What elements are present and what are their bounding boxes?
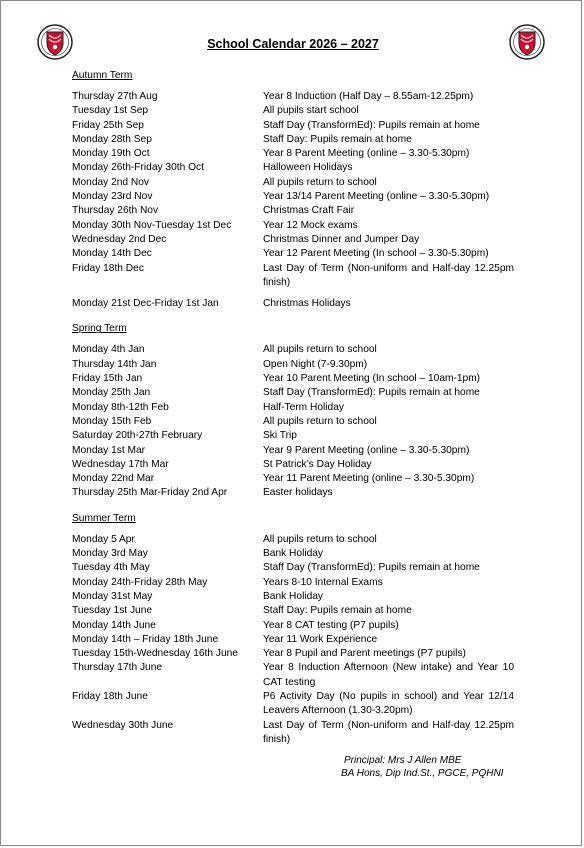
term-heading: Summer Term — [72, 512, 136, 524]
event-date: Monday 3rd May — [72, 548, 148, 560]
principal-name: Principal: Mrs J Allen MBE — [344, 755, 462, 766]
calendar-row — [72, 647, 516, 661]
event-description: St Patrick’s Day Holiday — [263, 458, 372, 470]
event-description: Year 8 Pupil and Parent meetings (P7 pupils) — [263, 648, 466, 660]
event-description: Last Day of Term (Non-uniform and Half-day 12.25pm finish) — [263, 262, 514, 288]
term-heading: Spring Term — [72, 323, 127, 335]
event-date: Monday 5 Apr — [72, 533, 135, 545]
calendar-row — [72, 576, 516, 590]
event-description: Year 12 Parent Meeting (In school – 3.30-5.30pm) — [263, 248, 489, 260]
calendar-row — [72, 176, 516, 190]
event-date: Saturday 20th-27th February — [72, 430, 203, 442]
calendar-row — [72, 247, 516, 261]
calendar-content — [72, 68, 516, 754]
event-date: Thursday 17th June — [72, 662, 163, 674]
event-description: Years 8-10 Internal Exams — [263, 576, 383, 588]
event-date: Monday 2nd Nov — [72, 176, 150, 188]
event-description: Year 12 Mock exams — [263, 219, 358, 231]
event-description: Year 13/14 Parent Meeting (online – 3.30-5.30pm) — [263, 191, 490, 203]
event-description: Last Day of Term (Non-uniform and Half-day 12.25pm finish) — [263, 719, 514, 745]
event-date: Friday 18th June — [72, 690, 148, 702]
calendar-row — [72, 401, 516, 415]
event-date: Monday 8th-12th Feb — [72, 401, 169, 413]
principal-signature — [341, 754, 503, 780]
event-description: Staff Day (TransformEd): Pupils remain at home — [263, 387, 480, 399]
calendar-row — [72, 161, 516, 175]
event-description: P6 Activity Day (No pupils in school) and Year 12/14 Leavers Afternoon (1.30-3.20pm) — [263, 690, 514, 717]
school-crest-icon — [509, 23, 545, 63]
calendar-row — [72, 386, 516, 400]
event-date: Friday 15th Jan — [72, 373, 143, 385]
event-date: Monday 21st Dec-Friday 1st Jan — [72, 298, 219, 310]
event-date: Monday 31st May — [72, 590, 153, 602]
calendar-row — [72, 297, 516, 311]
event-description: Christmas Dinner and Jumper Day — [263, 233, 420, 245]
event-date: Monday 22nd Mar — [72, 473, 155, 485]
calendar-row — [72, 372, 516, 386]
event-description: Year 11 Parent Meeting (online – 3.30-5.30pm) — [263, 473, 475, 485]
event-description: All pupils return to school — [263, 415, 377, 427]
calendar-row — [72, 104, 516, 118]
calendar-row — [72, 343, 516, 357]
event-description: All pupils start school — [263, 105, 359, 117]
calendar-row — [72, 147, 516, 161]
calendar-row — [72, 262, 516, 291]
event-description: Staff Day (TransformEd): Pupils remain at home — [263, 119, 480, 131]
event-date: Monday 26th-Friday 30th Oct — [72, 162, 204, 174]
event-description: Halloween Holidays — [263, 162, 353, 174]
event-date: Thursday 26th Nov — [72, 205, 159, 217]
event-date: Monday 14th June — [72, 619, 156, 631]
calendar-row — [72, 590, 516, 604]
event-date: Thursday 14th Jan — [72, 358, 157, 370]
term-heading: Autumn Term — [72, 70, 133, 81]
event-date: Friday 25th Sep — [72, 119, 144, 131]
calendar-row — [72, 561, 516, 575]
event-description: Year 8 Parent Meeting (online – 3.30-5.30pm) — [263, 148, 470, 160]
event-date: Monday 19th Oct — [72, 148, 150, 160]
event-description: Year 8 Induction Afternoon (New intake) and Year 10 CAT testing — [263, 662, 514, 688]
event-date: Tuesday 15th-Wednesday 16th June — [72, 648, 238, 660]
event-date: Tuesday 1st Sep — [72, 105, 149, 117]
event-date: Monday 14th Dec — [72, 248, 152, 260]
event-date: Monday 15th Feb — [72, 415, 152, 427]
event-date: Thursday 25th Mar-Friday 2nd Apr — [72, 487, 228, 499]
event-date: Tuesday 1st June — [72, 605, 153, 617]
event-date: Monday 24th-Friday 28th May — [72, 576, 208, 588]
event-description: Ski Trip — [263, 430, 297, 442]
calendar-row — [72, 690, 516, 719]
event-date: Monday 4th Jan — [72, 344, 145, 356]
event-date: Monday 14th – Friday 18th June — [72, 633, 219, 645]
calendar-row — [72, 533, 516, 547]
calendar-row — [72, 719, 516, 748]
calendar-row — [72, 119, 516, 133]
calendar-row — [72, 90, 516, 104]
calendar-row — [72, 233, 516, 247]
calendar-row — [72, 486, 516, 500]
event-date: Monday 25th Jan — [72, 387, 151, 399]
calendar-row — [72, 190, 516, 204]
event-date: Monday 30th Nov-Tuesday 1st Dec — [72, 219, 232, 231]
calendar-row — [72, 633, 516, 647]
calendar-row — [72, 219, 516, 233]
event-date: Wednesday 17th Mar — [72, 458, 169, 470]
calendar-row — [72, 604, 516, 618]
event-description: Year 10 Parent Meeting (In school – 10am-1pm) — [263, 373, 481, 385]
event-date: Wednesday 30th June — [72, 719, 174, 731]
event-description: Half-Term Holiday — [263, 401, 344, 413]
event-description: Year 8 CAT testing (P7 pupils) — [263, 619, 399, 631]
calendar-row — [72, 444, 516, 458]
calendar-row — [72, 661, 516, 690]
event-date: Monday 23rd Nov — [72, 191, 153, 203]
event-description: Staff Day: Pupils remain at home — [263, 133, 412, 145]
event-description: Open Night (7-9.30pm) — [263, 358, 368, 370]
event-description: All pupils return to school — [263, 533, 377, 545]
event-description: Year 11 Work Experience — [263, 633, 378, 645]
event-description: All pupils return to school — [263, 344, 377, 356]
event-date: Wednesday 2nd Dec — [72, 233, 167, 245]
event-date: Monday 1st Mar — [72, 444, 146, 456]
event-description: Christmas Craft Fair — [263, 205, 355, 217]
calendar-row — [72, 204, 516, 218]
event-description: Staff Day: Pupils remain at home — [263, 605, 412, 617]
calendar-row — [72, 429, 516, 443]
event-description: Bank Holiday — [263, 548, 324, 560]
event-description: Staff Day (TransformEd): Pupils remain at home — [263, 562, 480, 574]
event-date: Monday 28th Sep — [72, 133, 152, 145]
event-date: Thursday 27th Aug — [72, 91, 158, 102]
event-description: Easter holidays — [263, 487, 333, 499]
calendar-row — [72, 358, 516, 372]
event-date: Tuesday 4th May — [72, 562, 150, 574]
calendar-row — [72, 547, 516, 561]
calendar-row — [72, 619, 516, 633]
calendar-row — [72, 472, 516, 486]
event-description: Christmas Holidays — [263, 298, 351, 310]
calendar-row — [72, 458, 516, 472]
event-description: Bank Holiday — [263, 590, 324, 602]
calendar-row — [72, 133, 516, 147]
event-description: Year 9 Parent Meeting (online – 3.30-5.30pm) — [263, 444, 470, 456]
event-date: Friday 18th Dec — [72, 262, 144, 274]
principal-qualifications: BA Hons, Dip Ind.St., PGCE, PQHNI — [341, 768, 504, 779]
calendar-row — [72, 415, 516, 429]
page-title: School Calendar 2026 – 2027 — [207, 37, 379, 51]
event-description: All pupils return to school — [263, 176, 377, 188]
event-description: Year 8 Induction (Half Day – 8.55am-12.25pm) — [263, 91, 474, 102]
